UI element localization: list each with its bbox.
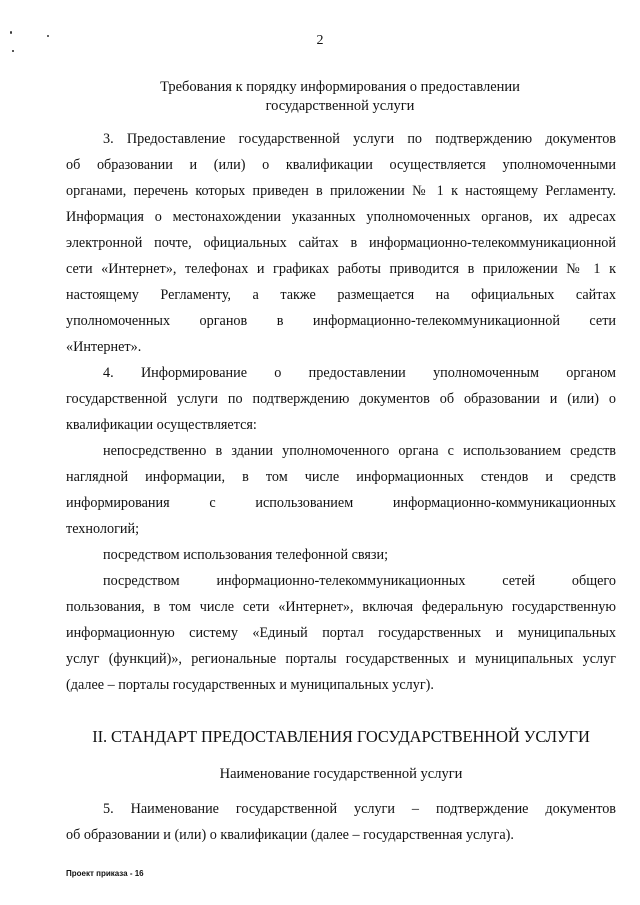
chapter-heading: II. СТАНДАРТ ПРЕДОСТАВЛЕНИЯ ГОСУДАРСТВЕННОЙ УСЛУГИ [92,727,590,746]
text-line: пользования, в том числе сети «Интернет», включая федеральную государственную [66,599,616,615]
text-line: уполномоченных органов в информационно-телекоммуникационной сети [66,313,616,329]
section-title [60,78,620,116]
text-line: Информация о местонахождении указанных уполномоченных органов, их адресах [66,209,616,225]
text-line: квалификации осуществляется: [66,417,257,433]
text-line: электронной почте, официальных сайтах в информационно-телекоммуникационной [66,235,616,251]
text-line: информирования с использованием информационно-коммуникационных [66,495,616,511]
text-line: посредством использования телефонной связи; [103,547,389,563]
text-line: об образовании и (или) о квалификации (далее – государственная услуга). [66,827,514,843]
list-item-premises [66,438,616,542]
list-item-phone [66,542,616,568]
section-title-line: Требования к порядку информирования о предоставлении [160,79,520,95]
text-line: 3. Предоставление государственной услуги по подтверждению документов [103,131,616,147]
page-number: 2 [316,33,324,48]
text-line: информационную систему «Единый портал государственных и муниципальных [66,625,616,641]
paragraph-4 [66,360,616,438]
text-line: наглядной информации, в том числе информационных стендов и средств [66,469,616,485]
text-line: об образовании и (или) о квалификации осуществляется уполномоченными [66,157,616,173]
footer-note: Проект приказа - 16 [66,869,144,878]
list-item-internet [66,568,616,698]
text-line: технологий; [66,521,140,537]
text-line: (далее – порталы государственных и муниципальных услуг). [66,677,434,693]
subsection-heading: Наименование государственной услуги [219,766,463,782]
paragraph-5 [66,796,616,848]
text-line: «Интернет». [66,339,142,355]
section-title-line: государственной услуги [265,98,415,114]
text-line: посредством информационно-телекоммуникационных сетей общего [103,573,616,589]
text-line: 4. Информирование о предоставлении уполномоченным органом [103,365,616,381]
scan-speck [12,50,14,52]
text-line: 5. Наименование государственной услуги – подтверждение документов [103,801,616,817]
text-line: органами, перечень которых приведен в приложении № 1 к настоящему Регламенту. [66,183,616,199]
text-line: настоящему Регламенту, а также размещается на официальных сайтах [66,287,616,303]
paragraph-3 [66,126,616,360]
text-line: государственной услуги по подтверждению документов об образовании и (или) о [66,391,616,407]
text-line: сети «Интернет», телефонах и графиках работы приводится в приложении № 1 к [66,261,616,277]
text-line: услуг (функций)», региональные порталы государственных и муниципальных услуг [66,651,616,667]
text-line: непосредственно в здании уполномоченного органа с использованием средств [103,443,616,459]
